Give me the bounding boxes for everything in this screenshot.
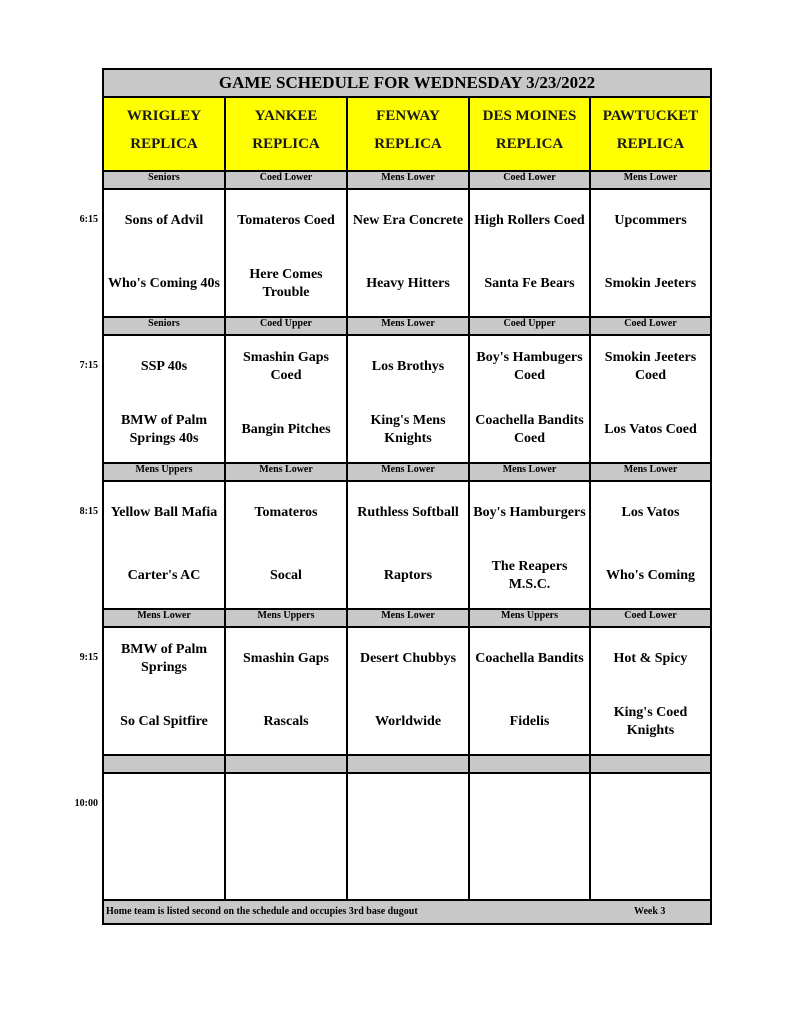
- division-label: Coed Lower: [591, 316, 710, 336]
- home-team: King's Mens Knights: [348, 398, 470, 462]
- time-label: 8:15: [79, 506, 98, 517]
- division-label: Mens Lower: [104, 608, 226, 628]
- home-team: Los Vatos Coed: [604, 422, 697, 437]
- home-team: Socal: [226, 544, 348, 608]
- field-name: DES MOINES: [482, 108, 577, 124]
- division-label: Mens Uppers: [470, 608, 591, 628]
- away-team: Hot & Spicy: [613, 651, 688, 666]
- division-label: Mens Lower: [348, 170, 470, 190]
- home-team: [104, 836, 226, 900]
- away-team: Boy's Hamburgers: [470, 482, 591, 544]
- home-team: [591, 836, 710, 900]
- away-team: Yellow Ball Mafia: [104, 482, 226, 544]
- schedule-sheet: [102, 68, 712, 925]
- division-label: Mens Lower: [348, 608, 470, 628]
- division-label: Mens Uppers: [104, 462, 226, 482]
- division-label: [348, 754, 470, 774]
- division-label: Mens Lower: [226, 462, 348, 482]
- field-header: [470, 98, 591, 172]
- home-team: Coachella Bandits Coed: [470, 398, 591, 462]
- home-team: King's Coed Knights: [613, 705, 688, 738]
- home-team: Worldwide: [348, 690, 470, 754]
- away-team: New Era Concrete: [348, 190, 470, 252]
- field-header: [591, 98, 710, 172]
- away-team: BMW of Palm Springs: [104, 628, 226, 690]
- division-label: Coed Lower: [470, 170, 591, 190]
- home-team: Raptors: [348, 544, 470, 608]
- away-team: [591, 774, 710, 836]
- time-label: 6:15: [79, 214, 98, 225]
- division-label: Mens Lower: [591, 170, 710, 190]
- away-team: Los Vatos: [621, 505, 680, 520]
- field-subtitle: REPLICA: [495, 136, 564, 152]
- field-header: [104, 98, 226, 172]
- division-label: [591, 754, 710, 774]
- away-team: Smashin Gaps: [226, 628, 348, 690]
- footer-bar: [104, 899, 710, 923]
- home-team: Fidelis: [470, 690, 591, 754]
- page-title: GAME SCHEDULE FOR WEDNESDAY 3/23/2022: [104, 70, 710, 98]
- time-label: 9:15: [79, 652, 98, 663]
- division-label: Seniors: [104, 316, 226, 336]
- field-name: YANKEE: [254, 108, 318, 124]
- away-team: [348, 774, 470, 836]
- field-name: WRIGLEY: [126, 108, 202, 124]
- away-team: SSP 40s: [104, 336, 226, 398]
- division-label: [470, 754, 591, 774]
- home-team: Heavy Hitters: [348, 252, 470, 316]
- division-label: [226, 754, 348, 774]
- division-label: Mens Lower: [591, 462, 710, 482]
- home-team: Carter's AC: [104, 544, 226, 608]
- home-team: So Cal Spitfire: [104, 690, 226, 754]
- away-team: [470, 774, 591, 836]
- division-label: Mens Lower: [470, 462, 591, 482]
- field-subtitle: REPLICA: [130, 136, 198, 152]
- division-label: [104, 754, 226, 774]
- home-team: Rascals: [226, 690, 348, 754]
- away-team: [226, 774, 348, 836]
- division-label: Coed Lower: [226, 170, 348, 190]
- away-team: Boy's Hambugers Coed: [470, 336, 591, 398]
- home-team: Here Comes Trouble: [226, 252, 348, 316]
- division-label: Mens Lower: [348, 462, 470, 482]
- division-label: Coed Upper: [470, 316, 591, 336]
- time-label: 10:00: [74, 798, 98, 809]
- division-label: Coed Upper: [226, 316, 348, 336]
- time-label: 7:15: [79, 360, 98, 371]
- division-label: Seniors: [104, 170, 226, 190]
- week-label: Week 3: [634, 906, 666, 917]
- field-name: FENWAY: [376, 108, 440, 124]
- home-team: Bangin Pitches: [226, 398, 348, 462]
- away-team: Los Brothys: [348, 336, 470, 398]
- division-label: Mens Uppers: [226, 608, 348, 628]
- away-team: Desert Chubbys: [348, 628, 470, 690]
- away-team: High Rollers Coed: [470, 190, 591, 252]
- home-team: [226, 836, 348, 900]
- field-subtitle: REPLICA: [616, 136, 685, 152]
- home-team: Smokin Jeeters: [604, 276, 697, 291]
- away-team: Upcommers: [614, 213, 687, 228]
- home-team: [348, 836, 470, 900]
- home-team: [470, 836, 591, 900]
- home-team: Santa Fe Bears: [470, 252, 591, 316]
- home-team: BMW of Palm Springs 40s: [104, 398, 226, 462]
- division-label: Coed Lower: [591, 608, 710, 628]
- away-team: Smashin Gaps Coed: [226, 336, 348, 398]
- home-team: Who's Coming: [605, 568, 696, 583]
- away-team: Tomateros Coed: [226, 190, 348, 252]
- field-subtitle: REPLICA: [374, 136, 442, 152]
- home-team: The Reapers M.S.C.: [470, 544, 591, 608]
- division-label: Mens Lower: [348, 316, 470, 336]
- home-team: Who's Coming 40s: [104, 252, 226, 316]
- away-team: Tomateros: [226, 482, 348, 544]
- field-header: [348, 98, 470, 172]
- field-subtitle: REPLICA: [252, 136, 320, 152]
- footer-note: Home team is listed second on the schedule and occupies 3rd base dugout: [106, 906, 418, 917]
- away-team: Ruthless Softball: [348, 482, 470, 544]
- away-team: Coachella Bandits: [470, 628, 591, 690]
- field-header: [226, 98, 348, 172]
- away-team: [104, 774, 226, 836]
- away-team: Smokin Jeeters Coed: [604, 350, 697, 383]
- field-name: PAWTUCKET: [602, 108, 699, 124]
- away-team: Sons of Advil: [104, 190, 226, 252]
